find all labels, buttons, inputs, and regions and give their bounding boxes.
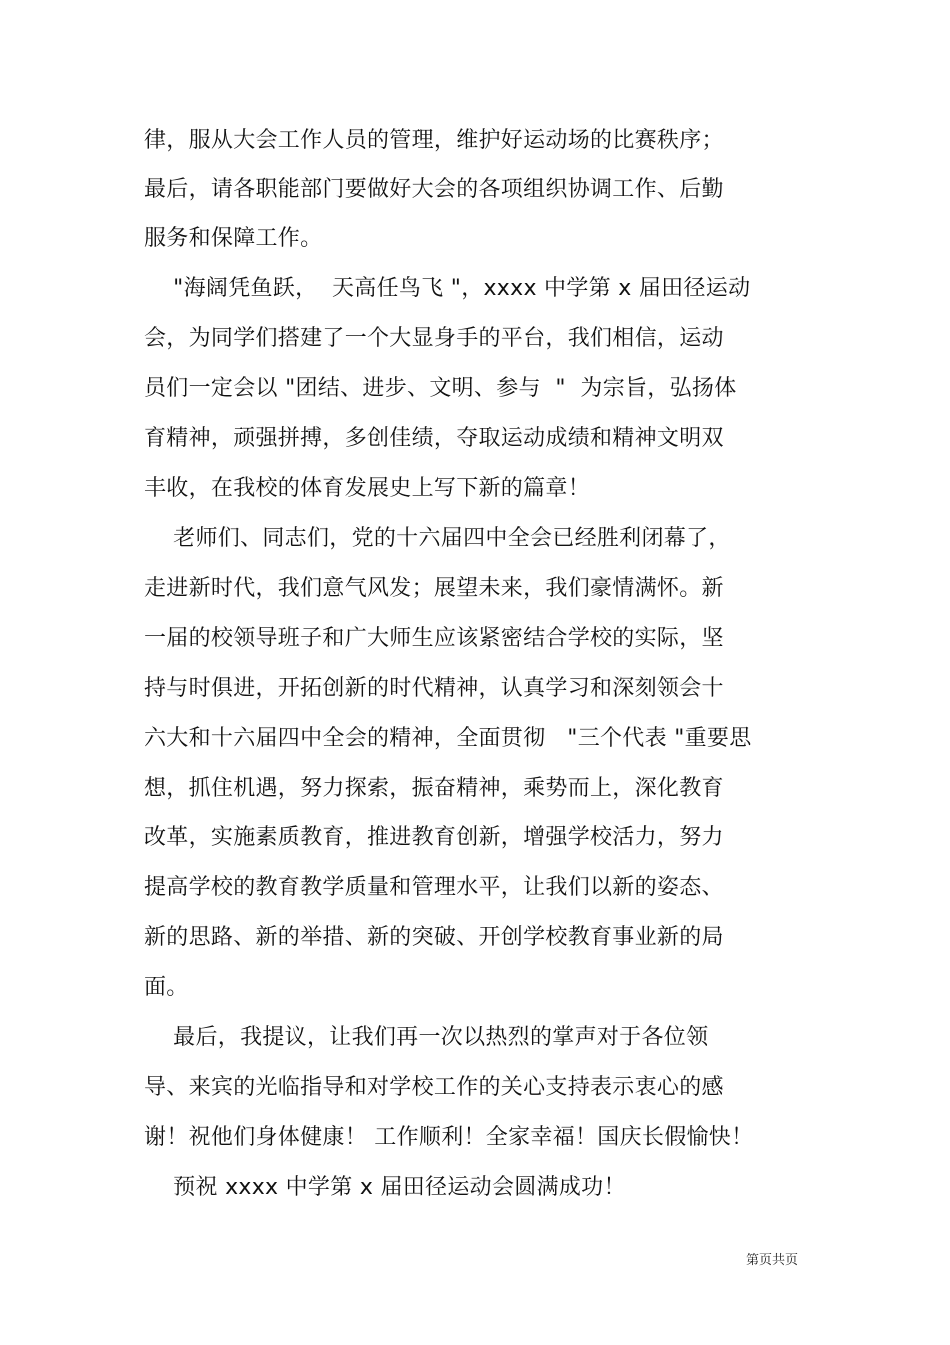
page-footer: 第页共页 <box>745 1253 798 1268</box>
text-line: 六大和十六届四中全会的精神，全面贯彻 "三个代表 "重要思 <box>144 726 752 751</box>
text-line: 面。 <box>144 975 189 1000</box>
text-line: 会，为同学们搭建了一个大显身手的平台，我们相信，运动 <box>144 326 724 351</box>
text-line: 老师们、同志们，党的十六届四中全会已经胜利闭幕了， <box>144 526 731 551</box>
text-line: 最后，请各职能部门要做好大会的各项组织协调工作、后勤 <box>144 177 724 202</box>
text-line: "海阔凭鱼跃， 天高任鸟飞 "，xxxx 中学第 x 届田径运动 <box>144 276 751 301</box>
text-line: 提高学校的教育教学质量和管理水平，让我们以新的姿态、 <box>144 875 724 900</box>
text-line: 想，抓住机遇，努力探索，振奋精神，乘势而上，深化教育 <box>144 776 724 801</box>
text-line: 一届的校领导班子和广大师生应该紧密结合学校的实际，坚 <box>144 626 724 651</box>
text-line: 走进新时代，我们意气风发；展望未来，我们豪情满怀。新 <box>144 576 724 601</box>
text-line: 持与时俱进，开拓创新的时代精神，认真学习和深刻领会十 <box>144 676 724 701</box>
text-line: 预祝 xxxx 中学第 x 届田径运动会圆满成功！ <box>144 1175 626 1200</box>
text-line: 服务和保障工作。 <box>144 226 323 251</box>
text-line: 新的思路、新的举措、新的突破、开创学校教育事业新的局 <box>144 925 724 950</box>
text-line: 导、来宾的光临指导和对学校工作的关心支持表示衷心的感 <box>144 1075 724 1100</box>
text-line: 育精神，顽强拼搏，多创佳绩，夺取运动成绩和精神文明双 <box>144 426 724 451</box>
text-line: 谢！祝他们身体健康！ 工作顺利！全家幸福！国庆长假愉快！ <box>144 1125 754 1150</box>
text-line: 丰收，在我校的体育发展史上写下新的篇章！ <box>144 476 591 501</box>
text-line: 律，服从大会工作人员的管理，维护好运动场的比赛秩序； <box>144 128 724 153</box>
text-line: 最后，我提议，让我们再一次以热烈的掌声对于各位领 <box>144 1025 709 1050</box>
text-line: 员们一定会以 "团结、进步、文明、参与 " 为宗旨，弘扬体 <box>144 376 737 401</box>
text-line: 改革，实施素质教育，推进教育创新，增强学校活力，努力 <box>144 825 724 850</box>
